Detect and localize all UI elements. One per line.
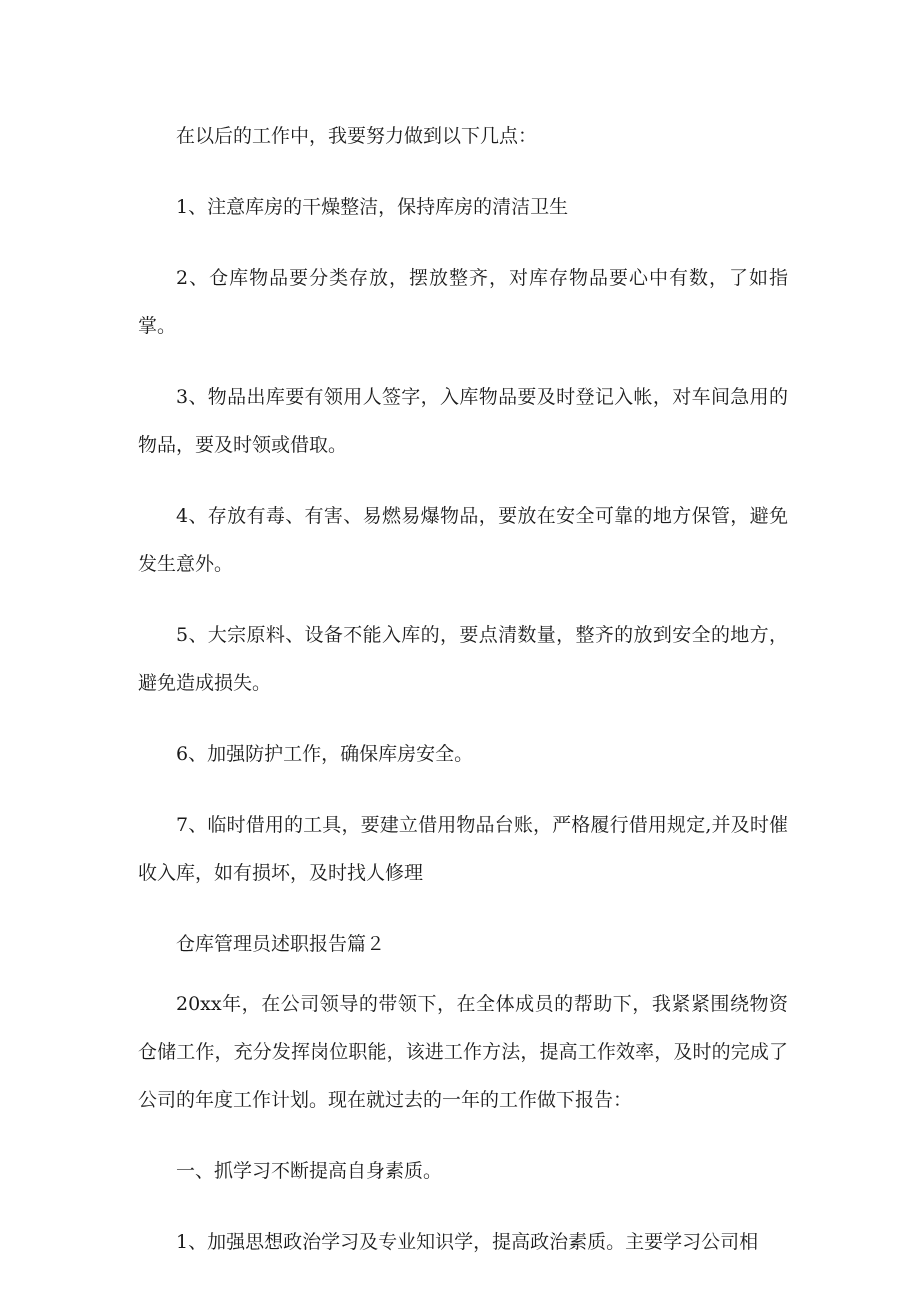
- list-item-6: 6、加强防护工作，确保库房安全。: [176, 743, 474, 765]
- document-body: [138, 112, 788, 1266]
- section-heading: 仓库管理员述职报告篇２: [176, 933, 386, 955]
- list-item-4: 4、存放有毒、有害、易燃易爆物品，要放在安全可靠的地方保管，避免发生意外。: [138, 505, 788, 575]
- list-item-1: 1、注意库房的干燥整洁，保持库房的清洁卫生: [176, 196, 569, 218]
- list-item-7: 7、临时借用的工具，要建立借用物品台账，严格履行借用规定,并及时催收入库，如有损坏，及时找人修理: [138, 814, 788, 884]
- list-item-5: 5、大宗原料、设备不能入库的，要点清数量，整齐的放到安全的地方，避免造成损失。: [138, 624, 788, 694]
- paragraph-study: 1、加强思想政治学习及专业知识学，提高政治素质。主要学习公司相: [176, 1231, 759, 1253]
- list-item-2: 2、仓库物品要分类存放，摆放整齐，对库存物品要心中有数，了如指掌。: [138, 267, 788, 337]
- subsection-heading: 一、抓学习不断提高自身素质。: [176, 1160, 443, 1182]
- list-item-3: 3、物品出库要有领用人签字，入库物品要及时登记入帐，对车间急用的物品，要及时领或借取。: [138, 386, 788, 456]
- paragraph-summary: 20xx年，在公司领导的带领下，在全体成员的帮助下，我紧紧围绕物资仓储工作，充分发挥岗位职能，该进工作方法，提高工作效率，及时的完成了公司的年度工作计划。现在就过去的一年的工作做下报告：: [138, 993, 788, 1111]
- paragraph-intro: 在以后的工作中，我要努力做到以下几点：: [176, 125, 538, 147]
